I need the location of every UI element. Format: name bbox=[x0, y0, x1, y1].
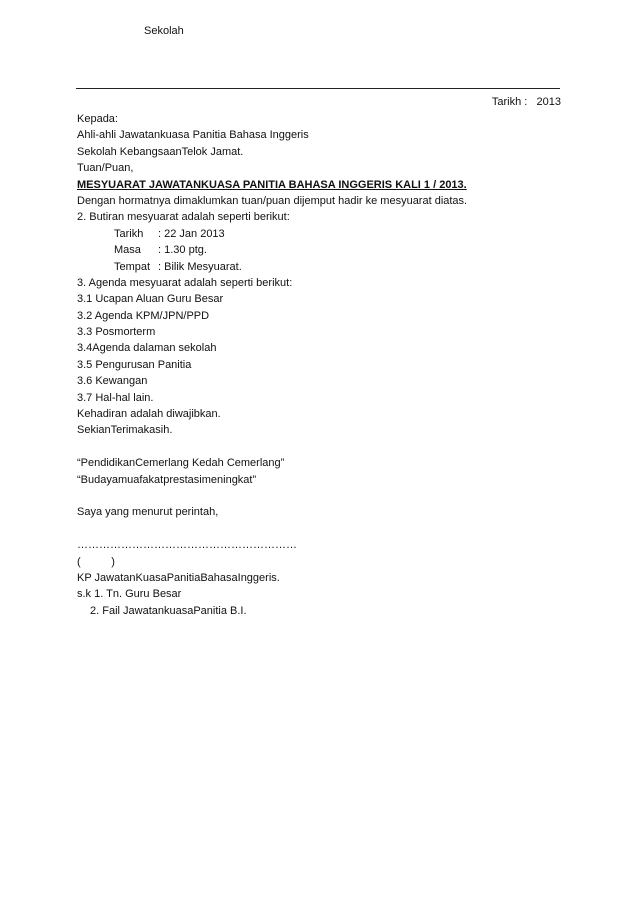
thanks-line: SekianTerimakasih. bbox=[77, 424, 173, 437]
detail-row-place bbox=[77, 259, 567, 275]
agenda-item: 3.6 Kewangan bbox=[77, 375, 148, 388]
recipient-line-1: Ahli-ahli Jawatankuasa Panitia Bahasa Inggeris bbox=[77, 129, 309, 142]
detail-value: : Bilik Mesyuarat. bbox=[158, 260, 242, 273]
agenda-heading: 3. Agenda mesyuarat adalah seperti berikut: bbox=[77, 276, 293, 289]
signature-line: …………………………………………………… bbox=[77, 539, 297, 552]
subject-line: MESYUARAT JAWATANKUASA PANITIA BAHASA INGGERIS KALI 1 / 2013. bbox=[77, 178, 467, 191]
detail-row-time bbox=[77, 242, 567, 258]
agenda-item: 3.1 Ucapan Aluan Guru Besar bbox=[77, 293, 224, 306]
detail-value: : 1.30 ptg. bbox=[158, 244, 207, 257]
spacer bbox=[77, 439, 567, 455]
detail-label: Masa bbox=[114, 244, 141, 257]
letter-date: Tarikh : 2013 bbox=[491, 96, 561, 108]
spacer bbox=[77, 488, 567, 504]
details-heading: 2. Butiran mesyuarat adalah seperti berikut: bbox=[77, 211, 290, 224]
cc-line-2: 2. Fail JawatankuasaPanitia B.I. bbox=[90, 604, 247, 617]
to-label: Kepada: bbox=[77, 113, 118, 125]
name-brackets: ( ) bbox=[77, 555, 115, 568]
letter-body bbox=[77, 111, 567, 619]
intro-paragraph: Dengan hormatnya dimaklumkan tuan/puan dijemput hadir ke mesyuarat diatas. bbox=[77, 194, 468, 207]
motto-line-2: “Budayamuafakatprestasimeningkat” bbox=[77, 473, 257, 486]
agenda-item: 3.5 Pengurusan Panitia bbox=[77, 358, 192, 371]
recipient-line-2: Sekolah KebangsaanTelok Jamat. bbox=[77, 145, 244, 158]
agenda-item: 3.4Agenda dalaman sekolah bbox=[77, 342, 217, 355]
agenda-item: 3.2 Agenda KPM/JPN/PPD bbox=[77, 309, 210, 322]
spacer bbox=[77, 521, 567, 537]
signatory-position: KP JawatanKuasaPanitiaBahasaInggeris. bbox=[77, 571, 280, 584]
agenda-item: 3.7 Hal-hal lain. bbox=[77, 391, 154, 404]
attendance-note: Kehadiran adalah diwajibkan. bbox=[77, 408, 221, 421]
detail-label: Tempat bbox=[114, 260, 151, 273]
cc-line-1: s.k 1. Tn. Guru Besar bbox=[77, 588, 182, 601]
detail-row-date bbox=[77, 226, 567, 242]
motto-line-1: “PendidikanCemerlang Kedah Cemerlang” bbox=[77, 457, 285, 470]
detail-value: : 22 Jan 2013 bbox=[158, 227, 225, 240]
salutation: Tuan/Puan, bbox=[77, 162, 134, 175]
agenda-item: 3.3 Posmorterm bbox=[77, 326, 156, 339]
school-name: Sekolah bbox=[144, 25, 184, 37]
header-rule bbox=[76, 88, 560, 89]
detail-label: Tarikh bbox=[114, 227, 144, 240]
sign-off: Saya yang menurut perintah, bbox=[77, 506, 219, 519]
